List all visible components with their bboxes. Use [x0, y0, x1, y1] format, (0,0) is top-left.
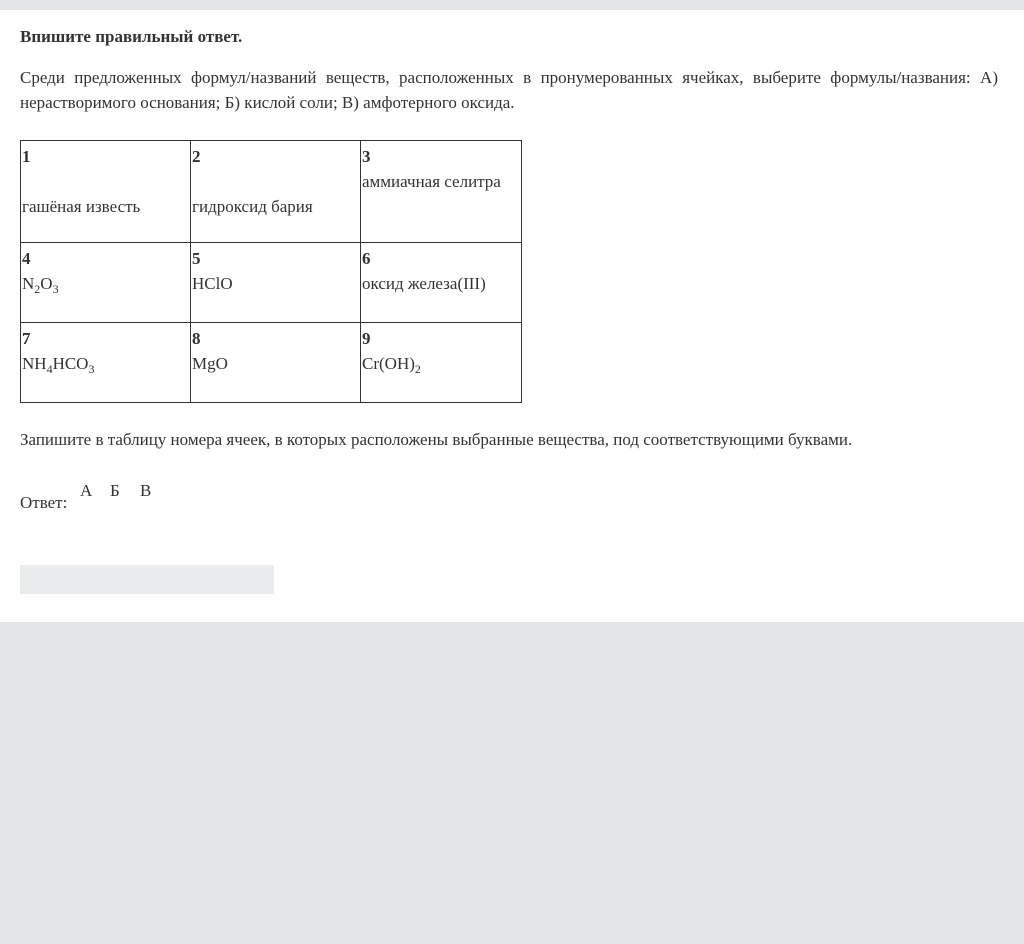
cell-formula: $N_2O_3$	[22, 274, 59, 296]
answer-letter-c: В	[140, 481, 152, 500]
cell-number: 4	[22, 249, 31, 268]
top-strip	[0, 0, 1024, 10]
question-card	[0, 10, 1024, 622]
write-instruction: Запишите в таблицу номера ячеек, в которых расположены выбранные вещества, под соответствующими буквами.	[20, 430, 853, 449]
cell-text: аммиачная селитра	[362, 172, 501, 191]
cell-text: MgO	[192, 354, 228, 373]
cell-number: 7	[22, 329, 31, 348]
instruction-heading: Впишите правильный ответ.	[20, 27, 243, 46]
cell-number: 1	[22, 147, 31, 166]
page-background	[0, 622, 1024, 944]
cell-text: HClO	[192, 274, 233, 293]
cell-text: оксид железа(III)	[362, 274, 486, 293]
answer-letter-a: А	[80, 481, 93, 500]
cell-text: гидроксид бария	[192, 197, 313, 216]
table-cell-1	[21, 141, 191, 243]
table-cell-5	[191, 243, 361, 323]
cell-number: 9	[362, 329, 371, 348]
answer-label: Ответ:	[20, 493, 68, 512]
substances-table	[20, 140, 522, 403]
table-cell-6	[361, 243, 522, 323]
table-cell-9	[361, 323, 522, 403]
cell-formula: $Cr(OH)_2$	[362, 354, 421, 376]
question-text: Среди предложенных формул/названий веществ, расположенных в пронумерованных ячейках, выберите формулы/названия: А) нерастворимого основания; Б) кислой соли; В) амфотерного оксида.	[20, 68, 998, 112]
table-cell-8	[191, 323, 361, 403]
cell-formula: $NH_4HCO_3$	[22, 354, 95, 376]
table-cell-2	[191, 141, 361, 243]
cell-text: гашёная известь	[22, 197, 141, 216]
answer-letter-b: Б	[110, 481, 120, 500]
table-cell-4	[21, 243, 191, 323]
answer-letters	[80, 481, 170, 501]
cell-number: 2	[192, 147, 201, 166]
table-cell-3	[361, 141, 522, 243]
cell-number: 6	[362, 249, 371, 268]
cell-number: 8	[192, 329, 201, 348]
cell-number: 5	[192, 249, 201, 268]
cell-number: 3	[362, 147, 371, 166]
answer-input[interactable]	[20, 565, 274, 594]
table-cell-7	[21, 323, 191, 403]
